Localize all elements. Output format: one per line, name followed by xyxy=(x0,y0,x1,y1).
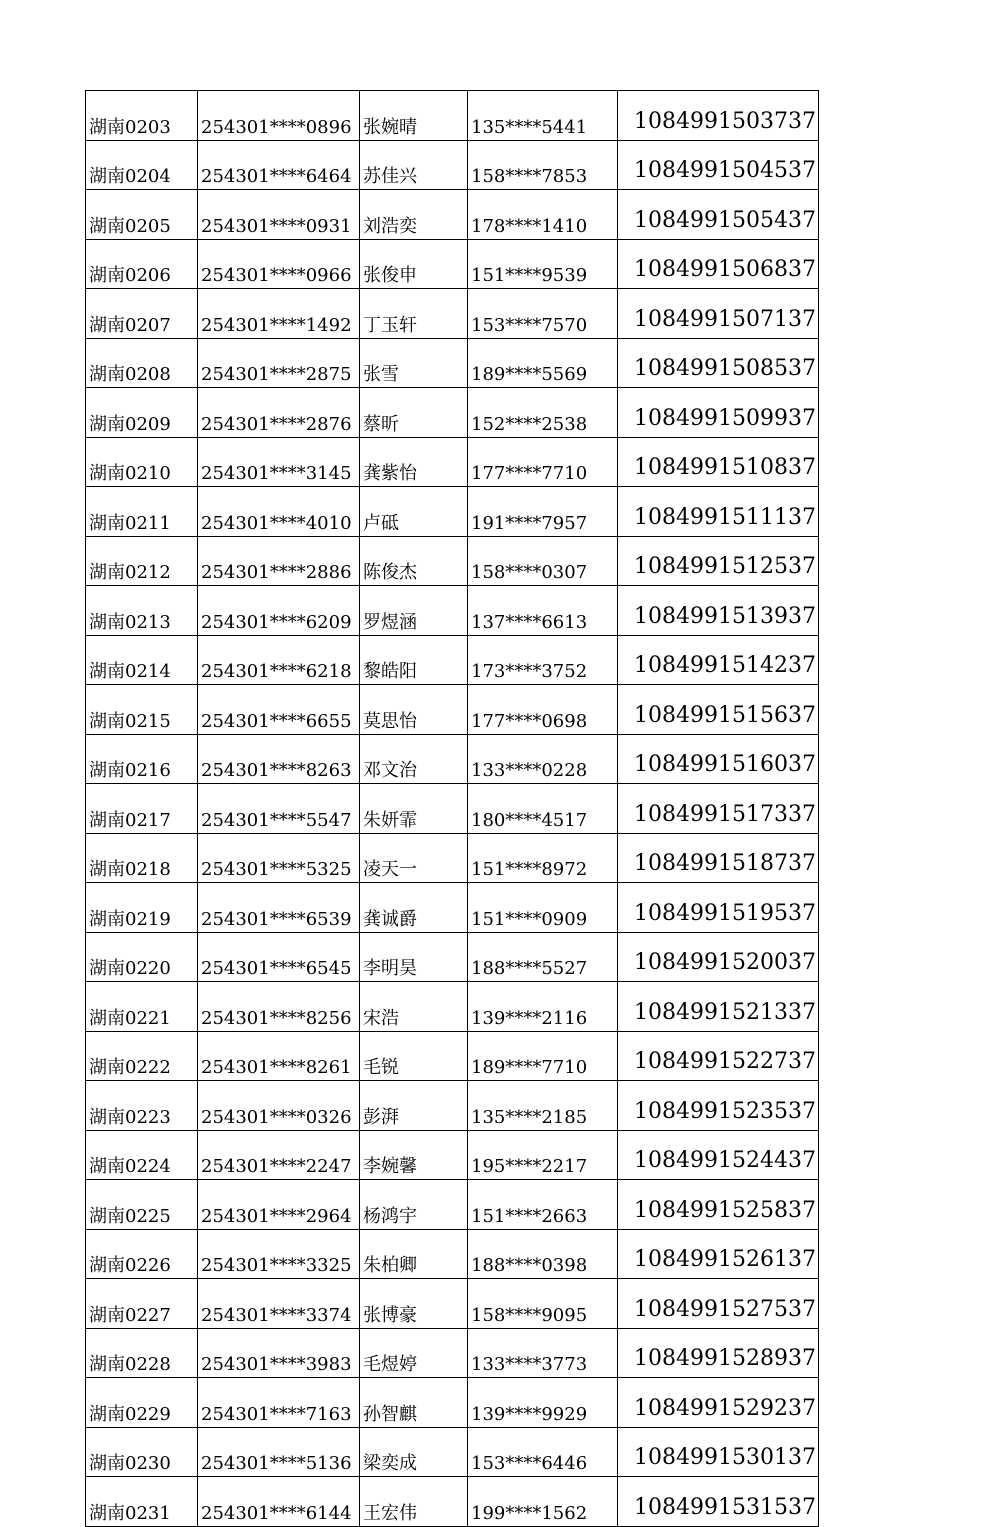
cell-code: 湖南0223 xyxy=(86,1081,198,1131)
cell-code: 湖南0229 xyxy=(86,1378,198,1428)
cell-name: 杨鸿宇 xyxy=(360,1180,468,1230)
cell-name: 朱妍霏 xyxy=(360,784,468,834)
cell-tracking-number: 1084991511137 xyxy=(618,487,819,537)
cell-tracking-number: 1084991508537 xyxy=(618,338,819,388)
cell-id-number: 254301****0896 xyxy=(198,91,360,141)
table-row xyxy=(86,635,819,685)
cell-tracking-number: 1084991518737 xyxy=(618,833,819,883)
table-row xyxy=(86,833,819,883)
cell-id-number: 254301****0931 xyxy=(198,190,360,240)
cell-code: 湖南0215 xyxy=(86,685,198,735)
cell-name: 张婉晴 xyxy=(360,91,468,141)
cell-phone: 151****9539 xyxy=(468,239,618,289)
cell-phone: 139****9929 xyxy=(468,1378,618,1428)
cell-id-number: 254301****0966 xyxy=(198,239,360,289)
cell-tracking-number: 1084991527537 xyxy=(618,1279,819,1329)
table-row xyxy=(86,437,819,487)
table-row xyxy=(86,932,819,982)
cell-tracking-number: 1084991509937 xyxy=(618,388,819,438)
cell-name: 毛锐 xyxy=(360,1031,468,1081)
cell-name: 毛煜婷 xyxy=(360,1328,468,1378)
cell-name: 莫思怡 xyxy=(360,685,468,735)
cell-code: 湖南0209 xyxy=(86,388,198,438)
cell-phone: 158****9095 xyxy=(468,1279,618,1329)
cell-name: 黎皓阳 xyxy=(360,635,468,685)
cell-id-number: 254301****3145 xyxy=(198,437,360,487)
table-row xyxy=(86,685,819,735)
cell-name: 龚紫怡 xyxy=(360,437,468,487)
table-row xyxy=(86,784,819,834)
table-row xyxy=(86,1031,819,1081)
cell-id-number: 254301****6464 xyxy=(198,140,360,190)
cell-code: 湖南0217 xyxy=(86,784,198,834)
cell-id-number: 254301****4010 xyxy=(198,487,360,537)
cell-code: 湖南0224 xyxy=(86,1130,198,1180)
cell-tracking-number: 1084991519537 xyxy=(618,883,819,933)
cell-tracking-number: 1084991521337 xyxy=(618,982,819,1032)
cell-tracking-number: 1084991523537 xyxy=(618,1081,819,1131)
table-row xyxy=(86,140,819,190)
cell-name: 张雪 xyxy=(360,338,468,388)
cell-tracking-number: 1084991504537 xyxy=(618,140,819,190)
cell-tracking-number: 1084991506837 xyxy=(618,239,819,289)
cell-code: 湖南0222 xyxy=(86,1031,198,1081)
table-row xyxy=(86,586,819,636)
cell-code: 湖南0216 xyxy=(86,734,198,784)
cell-tracking-number: 1084991505437 xyxy=(618,190,819,240)
cell-tracking-number: 1084991517337 xyxy=(618,784,819,834)
cell-phone: 189****7710 xyxy=(468,1031,618,1081)
cell-code: 湖南0210 xyxy=(86,437,198,487)
cell-id-number: 254301****8256 xyxy=(198,982,360,1032)
cell-phone: 173****3752 xyxy=(468,635,618,685)
cell-id-number: 254301****5325 xyxy=(198,833,360,883)
cell-phone: 133****3773 xyxy=(468,1328,618,1378)
table-row xyxy=(86,1081,819,1131)
cell-code: 湖南0213 xyxy=(86,586,198,636)
cell-phone: 199****1562 xyxy=(468,1477,618,1527)
cell-code: 湖南0205 xyxy=(86,190,198,240)
cell-id-number: 254301****5547 xyxy=(198,784,360,834)
cell-code: 湖南0211 xyxy=(86,487,198,537)
cell-name: 宋浩 xyxy=(360,982,468,1032)
cell-code: 湖南0227 xyxy=(86,1279,198,1329)
cell-code: 湖南0219 xyxy=(86,883,198,933)
cell-id-number: 254301****3983 xyxy=(198,1328,360,1378)
cell-tracking-number: 1084991510837 xyxy=(618,437,819,487)
table-row xyxy=(86,1229,819,1279)
table-row xyxy=(86,1328,819,1378)
cell-phone: 189****5569 xyxy=(468,338,618,388)
cell-id-number: 254301****6545 xyxy=(198,932,360,982)
cell-id-number: 254301****3325 xyxy=(198,1229,360,1279)
records-table xyxy=(85,90,819,1527)
cell-id-number: 254301****1492 xyxy=(198,289,360,339)
cell-id-number: 254301****6144 xyxy=(198,1477,360,1527)
table-row xyxy=(86,734,819,784)
cell-phone: 153****7570 xyxy=(468,289,618,339)
table-row xyxy=(86,1378,819,1428)
cell-tracking-number: 1084991530137 xyxy=(618,1427,819,1477)
cell-name: 卢砥 xyxy=(360,487,468,537)
cell-code: 湖南0207 xyxy=(86,289,198,339)
cell-name: 孙智麒 xyxy=(360,1378,468,1428)
cell-code: 湖南0214 xyxy=(86,635,198,685)
cell-tracking-number: 1084991525837 xyxy=(618,1180,819,1230)
cell-name: 朱柏卿 xyxy=(360,1229,468,1279)
table-row xyxy=(86,1427,819,1477)
cell-phone: 153****6446 xyxy=(468,1427,618,1477)
cell-code: 湖南0204 xyxy=(86,140,198,190)
cell-name: 李婉馨 xyxy=(360,1130,468,1180)
table-row xyxy=(86,1180,819,1230)
cell-phone: 135****5441 xyxy=(468,91,618,141)
cell-name: 邓文治 xyxy=(360,734,468,784)
cell-code: 湖南0212 xyxy=(86,536,198,586)
cell-id-number: 254301****6539 xyxy=(198,883,360,933)
cell-name: 陈俊杰 xyxy=(360,536,468,586)
cell-code: 湖南0208 xyxy=(86,338,198,388)
cell-phone: 180****4517 xyxy=(468,784,618,834)
cell-name: 丁玉轩 xyxy=(360,289,468,339)
table-row xyxy=(86,883,819,933)
table-row xyxy=(86,289,819,339)
cell-tracking-number: 1084991516037 xyxy=(618,734,819,784)
cell-code: 湖南0225 xyxy=(86,1180,198,1230)
table-row xyxy=(86,536,819,586)
cell-name: 凌天一 xyxy=(360,833,468,883)
cell-phone: 158****0307 xyxy=(468,536,618,586)
cell-id-number: 254301****8261 xyxy=(198,1031,360,1081)
cell-phone: 133****0228 xyxy=(468,734,618,784)
records-table-body xyxy=(86,91,819,1527)
cell-phone: 178****1410 xyxy=(468,190,618,240)
cell-code: 湖南0231 xyxy=(86,1477,198,1527)
table-row xyxy=(86,338,819,388)
cell-id-number: 254301****8263 xyxy=(198,734,360,784)
cell-name: 梁奕成 xyxy=(360,1427,468,1477)
cell-name: 彭湃 xyxy=(360,1081,468,1131)
cell-tracking-number: 1084991529237 xyxy=(618,1378,819,1428)
cell-name: 张博豪 xyxy=(360,1279,468,1329)
cell-id-number: 254301****6655 xyxy=(198,685,360,735)
cell-tracking-number: 1084991520037 xyxy=(618,932,819,982)
table-row xyxy=(86,1477,819,1527)
cell-name: 罗煜涵 xyxy=(360,586,468,636)
cell-phone: 151****2663 xyxy=(468,1180,618,1230)
cell-phone: 188****5527 xyxy=(468,932,618,982)
cell-phone: 152****2538 xyxy=(468,388,618,438)
table-row xyxy=(86,388,819,438)
cell-name: 李明昊 xyxy=(360,932,468,982)
cell-id-number: 254301****6218 xyxy=(198,635,360,685)
cell-tracking-number: 1084991513937 xyxy=(618,586,819,636)
cell-id-number: 254301****3374 xyxy=(198,1279,360,1329)
cell-code: 湖南0203 xyxy=(86,91,198,141)
cell-tracking-number: 1084991528937 xyxy=(618,1328,819,1378)
cell-phone: 191****7957 xyxy=(468,487,618,537)
cell-phone: 195****2217 xyxy=(468,1130,618,1180)
cell-tracking-number: 1084991531537 xyxy=(618,1477,819,1527)
cell-name: 蔡昕 xyxy=(360,388,468,438)
cell-id-number: 254301****0326 xyxy=(198,1081,360,1131)
cell-name: 刘浩奕 xyxy=(360,190,468,240)
cell-id-number: 254301****2875 xyxy=(198,338,360,388)
cell-tracking-number: 1084991503737 xyxy=(618,91,819,141)
cell-tracking-number: 1084991526137 xyxy=(618,1229,819,1279)
table-row xyxy=(86,239,819,289)
cell-name: 王宏伟 xyxy=(360,1477,468,1527)
cell-name: 张俊申 xyxy=(360,239,468,289)
table-row xyxy=(86,190,819,240)
cell-id-number: 254301****2876 xyxy=(198,388,360,438)
cell-code: 湖南0230 xyxy=(86,1427,198,1477)
cell-tracking-number: 1084991515637 xyxy=(618,685,819,735)
cell-phone: 177****7710 xyxy=(468,437,618,487)
cell-tracking-number: 1084991507137 xyxy=(618,289,819,339)
cell-code: 湖南0228 xyxy=(86,1328,198,1378)
cell-name: 苏佳兴 xyxy=(360,140,468,190)
cell-code: 湖南0226 xyxy=(86,1229,198,1279)
cell-id-number: 254301****2886 xyxy=(198,536,360,586)
cell-id-number: 254301****2964 xyxy=(198,1180,360,1230)
cell-phone: 137****6613 xyxy=(468,586,618,636)
cell-phone: 151****8972 xyxy=(468,833,618,883)
cell-phone: 151****0909 xyxy=(468,883,618,933)
table-row xyxy=(86,1279,819,1329)
cell-id-number: 254301****7163 xyxy=(198,1378,360,1428)
cell-code: 湖南0218 xyxy=(86,833,198,883)
cell-tracking-number: 1084991524437 xyxy=(618,1130,819,1180)
cell-phone: 188****0398 xyxy=(468,1229,618,1279)
cell-code: 湖南0221 xyxy=(86,982,198,1032)
table-row xyxy=(86,982,819,1032)
table-row xyxy=(86,487,819,537)
table-row xyxy=(86,1130,819,1180)
cell-phone: 139****2116 xyxy=(468,982,618,1032)
cell-id-number: 254301****6209 xyxy=(198,586,360,636)
cell-tracking-number: 1084991512537 xyxy=(618,536,819,586)
cell-id-number: 254301****5136 xyxy=(198,1427,360,1477)
cell-name: 龚诚爵 xyxy=(360,883,468,933)
table-row xyxy=(86,91,819,141)
cell-phone: 177****0698 xyxy=(468,685,618,735)
cell-id-number: 254301****2247 xyxy=(198,1130,360,1180)
cell-tracking-number: 1084991522737 xyxy=(618,1031,819,1081)
cell-tracking-number: 1084991514237 xyxy=(618,635,819,685)
cell-phone: 135****2185 xyxy=(468,1081,618,1131)
cell-code: 湖南0206 xyxy=(86,239,198,289)
cell-phone: 158****7853 xyxy=(468,140,618,190)
cell-code: 湖南0220 xyxy=(86,932,198,982)
